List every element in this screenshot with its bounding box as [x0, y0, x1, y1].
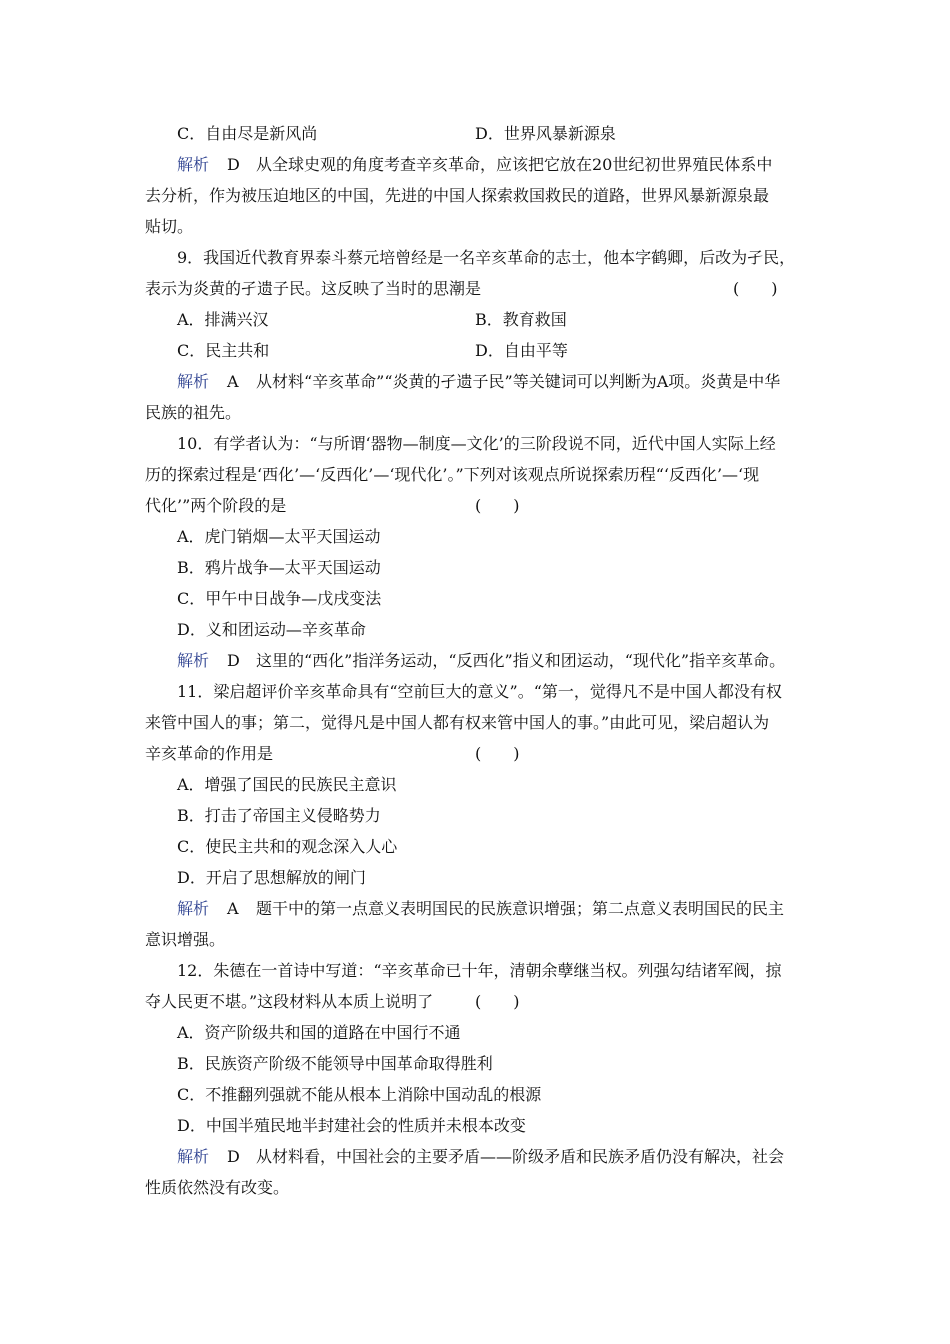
q12-explanation-line-2 [0, 1172, 950, 1203]
q10-stem-line-2 [0, 459, 950, 490]
q10-option-b: B．鸦片战争—太平天国运动 [177, 558, 381, 577]
q10-option-a: A．虎门销烟—太平天国运动 [177, 527, 381, 546]
q8-explanation-text-1: 从全球史观的角度考查辛亥革命，应该把它放在20世纪初世界殖民体系中 [256, 155, 773, 174]
q9-answer-blank: ( ) [733, 279, 778, 298]
q11-jiexi-label: 解析 [177, 899, 210, 918]
q12-stem-line-2 [0, 986, 950, 1017]
q10-answer-blank: ( ) [475, 496, 520, 515]
q12-answer: D [227, 1147, 240, 1166]
q9-option-c: C．民主共和 [177, 341, 270, 360]
q10-option-a-line [0, 521, 950, 552]
q11-stem-line-1 [0, 676, 950, 707]
q8-explanation-line-3 [0, 211, 950, 242]
q8-explanation-line-1 [0, 149, 950, 180]
q8-explanation-text-3: 贴切。 [145, 217, 194, 236]
q12-option-a-line [0, 1017, 950, 1048]
q11-stem-text-3: 辛亥革命的作用是 [145, 744, 274, 763]
q9-option-a: A．排满兴汉 [177, 310, 269, 329]
q12-answer-blank: ( ) [475, 992, 520, 1011]
q12-option-a: A．资产阶级共和国的道路在中国行不通 [177, 1023, 461, 1042]
q10-stem-text-3: 代化’”两个阶段的是 [145, 496, 287, 515]
q11-option-c-line [0, 831, 950, 862]
q12-jiexi-label: 解析 [177, 1147, 210, 1166]
q11-option-c: C．使民主共和的观念深入人心 [177, 837, 398, 856]
q10-explanation-text-1: 这里的“西化”指洋务运动，“反西化”指义和团运动，“现代化”指辛亥革命。 [256, 651, 786, 670]
q8-jiexi-label: 解析 [177, 155, 210, 174]
q9-stem-text-2: 表示为炎黄的孑遗子民。这反映了当时的思潮是 [145, 279, 482, 298]
q9-answer: A [227, 372, 239, 391]
q10-stem-text-1: 10．有学者认为：“与所谓‘器物—制度—文化’的三阶段说不同，近代中国人实际上经 [177, 434, 776, 453]
q9-option-d: D．自由平等 [475, 341, 568, 360]
q11-answer: A [227, 899, 239, 918]
q11-explanation-text-1: 题干中的第一点意义表明国民的民族意识增强；第二点意义表明国民的民主 [256, 899, 785, 918]
q12-option-d: D．中国半殖民地半封建社会的性质并未根本改变 [177, 1116, 526, 1135]
q11-explanation-text-2: 意识增强。 [145, 930, 226, 949]
q10-answer: D [227, 651, 240, 670]
q11-stem-text-1: 11．梁启超评价辛亥革命具有“空前巨大的意义”。“第一，觉得凡不是中国人都没有权 [177, 682, 782, 701]
q10-stem-text-2: 历的探索过程是‘西化’—‘反西化’—‘现代化’。”下列对该观点所说探索历程“‘反西化’—‘现 [145, 465, 760, 484]
q10-option-b-line [0, 552, 950, 583]
q9-options-cd [0, 335, 950, 366]
q10-option-d-line [0, 614, 950, 645]
q10-option-d: D．义和团运动—辛亥革命 [177, 620, 366, 639]
q11-stem-line-3 [0, 738, 950, 769]
q8-explanation-text-2: 去分析，作为被压迫地区的中国，先进的中国人探索救国救民的道路，世界风暴新源泉最 [145, 186, 770, 205]
q11-option-a: A．增强了国民的民族民主意识 [177, 775, 397, 794]
q9-jiexi-label: 解析 [177, 372, 210, 391]
q12-explanation-line-1 [0, 1141, 950, 1172]
q8-answer: D [227, 155, 240, 174]
q11-option-d: D．开启了思想解放的闸门 [177, 868, 366, 887]
q9-stem-line-2 [0, 273, 950, 304]
q12-explanation-text-1: 从材料看，中国社会的主要矛盾——阶级矛盾和民族矛盾仍没有解决，社会 [256, 1147, 785, 1166]
q9-stem-line-1 [0, 242, 950, 273]
q12-explanation-text-2: 性质依然没有改变。 [145, 1178, 290, 1197]
q9-option-b: B．教育救国 [475, 310, 567, 329]
q11-answer-blank: ( ) [475, 744, 520, 763]
q12-stem-text-1: 12．朱德在一首诗中写道：“辛亥革命已十年，清朝余孽继当权。列强勾结诸军阀，掠 [177, 961, 782, 980]
q11-option-b: B．打击了帝国主义侵略势力 [177, 806, 381, 825]
q12-option-c: C．不推翻列强就不能从根本上消除中国动乱的根源 [177, 1085, 542, 1104]
q11-stem-text-2: 来管中国人的事；第二，觉得凡是中国人都有权来管中国人的事。”由此可见，梁启超认为 [145, 713, 770, 732]
q12-option-c-line [0, 1079, 950, 1110]
q10-option-c-line [0, 583, 950, 614]
q8-option-d: D．世界风暴新源泉 [475, 124, 616, 143]
q10-stem-line-3 [0, 490, 950, 521]
q11-explanation-line-2 [0, 924, 950, 955]
q11-option-a-line [0, 769, 950, 800]
q8-explanation-line-2 [0, 180, 950, 211]
q11-stem-line-2 [0, 707, 950, 738]
q9-stem-text-1: 9．我国近代教育界泰斗蔡元培曾经是一名辛亥革命的志士，他本字鹤卿，后改为孑民， [177, 248, 796, 267]
q10-option-c: C．甲午中日战争—戊戌变法 [177, 589, 382, 608]
q8-options-cd [0, 118, 950, 149]
q12-option-b: B．民族资产阶级不能领导中国革命取得胜利 [177, 1054, 493, 1073]
q12-option-b-line [0, 1048, 950, 1079]
q10-stem-line-1 [0, 428, 950, 459]
q9-explanation-text-2: 民族的祖先。 [145, 403, 242, 422]
q12-stem-text-2: 夺人民更不堪。”这段材料从本质上说明了 [145, 992, 434, 1011]
q11-option-d-line [0, 862, 950, 893]
q10-explanation-line-1 [0, 645, 950, 676]
q11-explanation-line-1 [0, 893, 950, 924]
q10-jiexi-label: 解析 [177, 651, 210, 670]
q11-option-b-line [0, 800, 950, 831]
q9-explanation-line-2 [0, 397, 950, 428]
q9-options-ab [0, 304, 950, 335]
q12-stem-line-1 [0, 955, 950, 986]
q12-option-d-line [0, 1110, 950, 1141]
q9-explanation-text-1: 从材料“辛亥革命”“炎黄的孑遗子民”等关键词可以判断为A项。炎黄是中华 [256, 372, 781, 391]
q8-option-c: C．自由尽是新风尚 [177, 124, 318, 143]
q9-explanation-line-1 [0, 366, 950, 397]
